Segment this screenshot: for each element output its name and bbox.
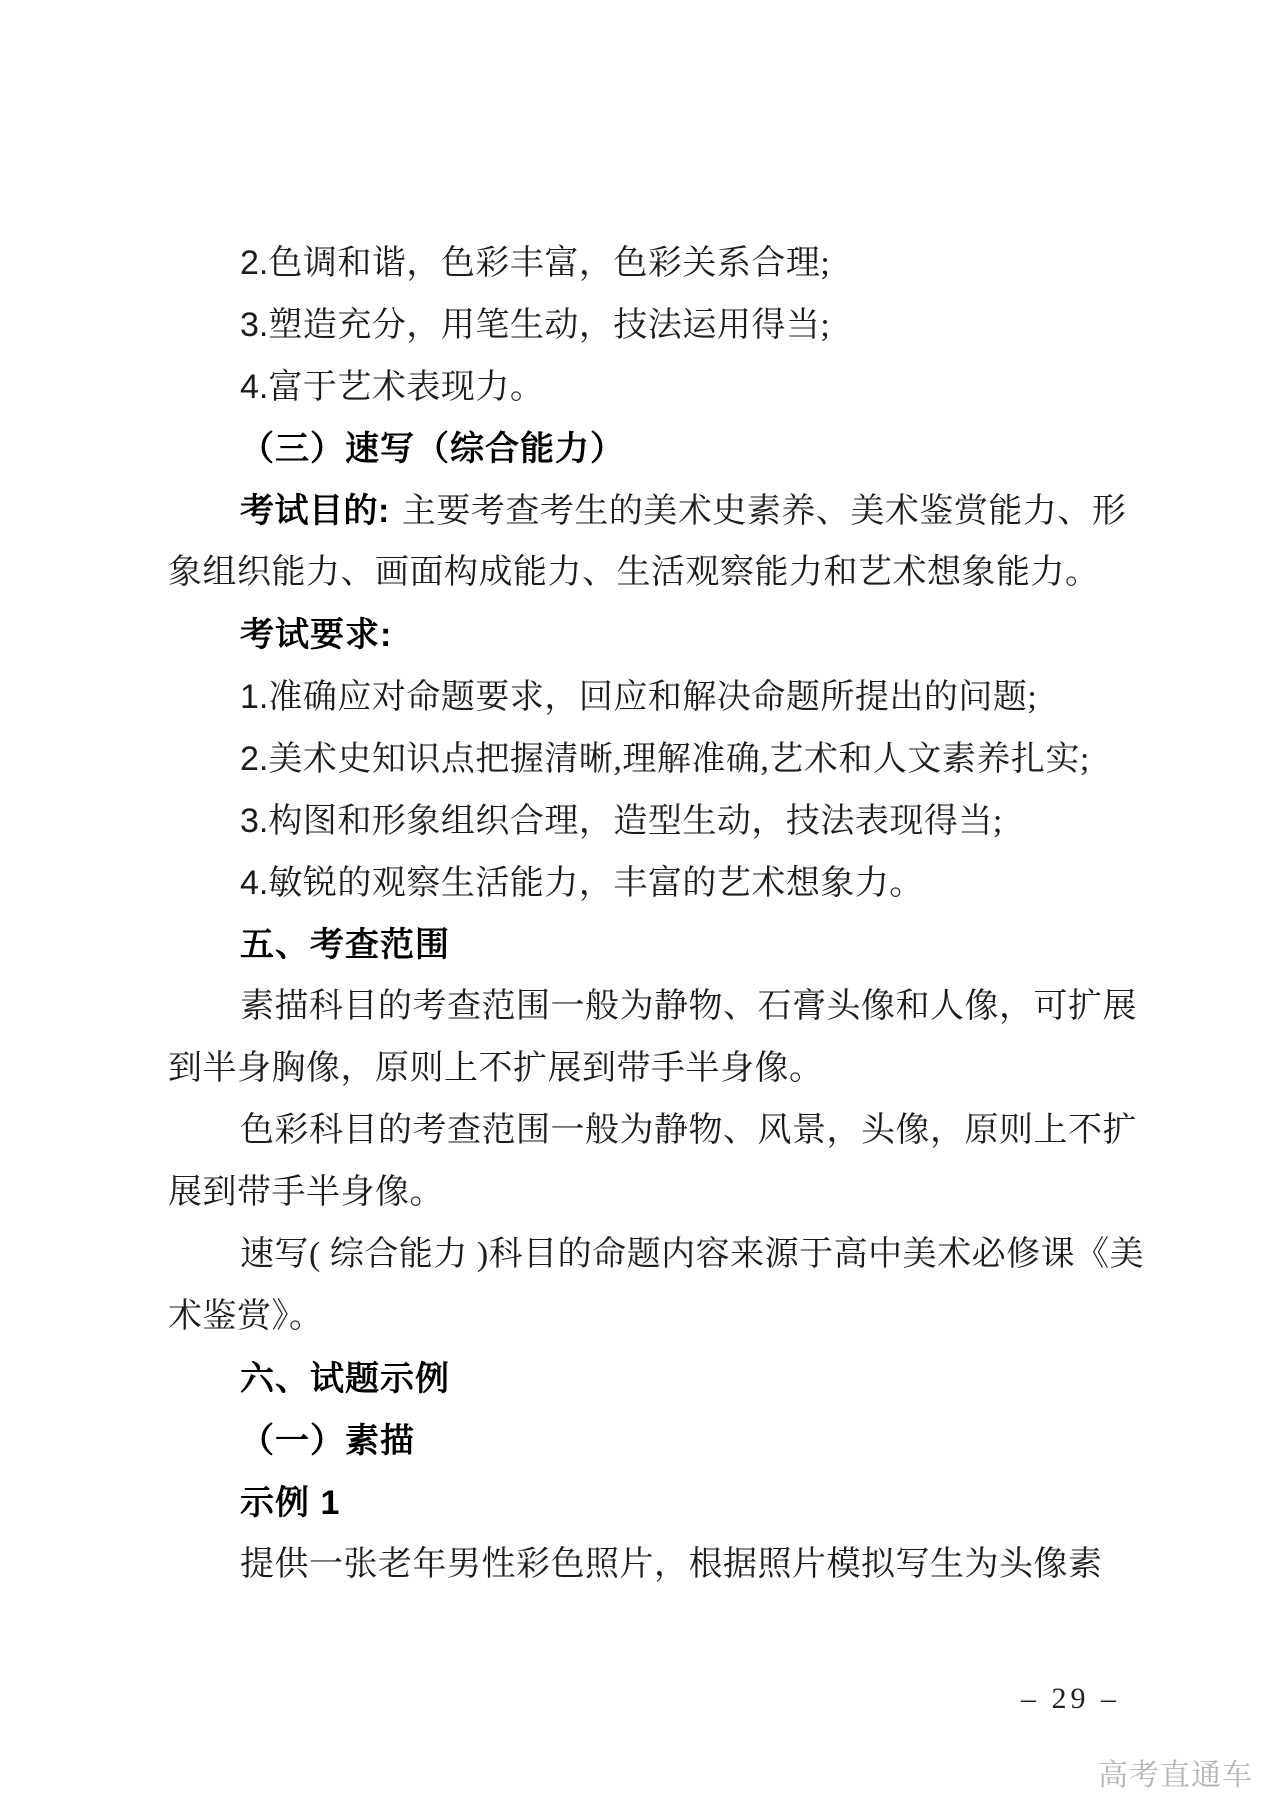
heading-text: 六、试题示例 bbox=[240, 1360, 450, 1398]
list-item bbox=[168, 728, 1148, 790]
item-number: 3. bbox=[240, 802, 269, 840]
paragraph-continuation bbox=[168, 1286, 1148, 1348]
list-item bbox=[168, 852, 1148, 914]
list-item bbox=[168, 790, 1148, 852]
section-heading bbox=[168, 1348, 1148, 1410]
paragraph-line bbox=[168, 1100, 1148, 1162]
example-heading bbox=[168, 1472, 1148, 1534]
item-number: 4. bbox=[240, 864, 269, 902]
item-number: 3. bbox=[240, 306, 269, 344]
paragraph-text: 到半身胸像，原则上不扩展到带手半身像。 bbox=[168, 1050, 824, 1087]
paragraph-line bbox=[168, 1224, 1148, 1286]
paragraph-text: 色彩科目的考查范围一般为静物、风景，头像，原则上不扩 bbox=[240, 1112, 1137, 1149]
section-heading bbox=[168, 418, 1148, 480]
page-number: – 29 – bbox=[1021, 1682, 1120, 1715]
section-heading bbox=[168, 604, 1148, 666]
heading-text: （一）素描 bbox=[240, 1422, 415, 1460]
paragraph-text: 速写( 综合能力 )科目的命题内容来源于高中美术必修课《美 bbox=[240, 1236, 1145, 1273]
paragraph-continuation bbox=[168, 1162, 1148, 1224]
paragraph-text: 素描科目的考查范围一般为静物、石膏头像和人像，可扩展 bbox=[240, 988, 1137, 1025]
item-text: 敏锐的观察生活能力，丰富的艺术想象力。 bbox=[268, 865, 924, 902]
item-number: 2. bbox=[240, 244, 269, 282]
section-heading bbox=[168, 914, 1148, 976]
list-item bbox=[168, 356, 1148, 418]
item-text: 色调和谐，色彩丰富，色彩关系合理; bbox=[268, 245, 831, 282]
item-number: 2. bbox=[240, 740, 269, 778]
list-item bbox=[168, 666, 1148, 728]
heading-text: （三）速写（综合能力） bbox=[240, 430, 625, 468]
paragraph-label: 考试目的: bbox=[240, 492, 390, 530]
item-text: 美术史知识点把握清晰,理解准确,艺术和人文素养扎实; bbox=[268, 741, 1090, 778]
list-item bbox=[168, 294, 1148, 356]
paragraph-text: 提供一张老年男性彩色照片，根据照片模拟写生为头像素 bbox=[240, 1546, 1103, 1583]
example-number: 1 bbox=[320, 1484, 340, 1522]
item-text: 富于艺术表现力。 bbox=[268, 369, 545, 406]
paragraph-text: 象组织能力、画面构成能力、生活观察能力和艺术想象能力。 bbox=[168, 554, 1100, 591]
document-body bbox=[168, 232, 1148, 1596]
item-number: 4. bbox=[240, 368, 269, 406]
paragraph-continuation bbox=[168, 1038, 1148, 1100]
paragraph-continuation bbox=[168, 542, 1148, 604]
heading-text: 示例 bbox=[240, 1484, 321, 1522]
paragraph-text: 展到带手半身像。 bbox=[168, 1174, 444, 1211]
item-text: 塑造充分，用笔生动，技法运用得当; bbox=[268, 307, 831, 344]
watermark-text: 高考直通车 bbox=[1098, 1759, 1253, 1792]
heading-text: 考试要求: bbox=[240, 616, 393, 654]
item-text: 准确应对命题要求，回应和解决命题所提出的问题; bbox=[268, 679, 1038, 716]
section-heading bbox=[168, 1410, 1148, 1472]
paragraph-line bbox=[168, 976, 1148, 1038]
item-text: 构图和形象组织合理，造型生动，技法表现得当; bbox=[268, 803, 1003, 840]
paragraph-line bbox=[168, 1534, 1148, 1596]
item-number: 1. bbox=[240, 678, 269, 716]
list-item bbox=[168, 232, 1148, 294]
heading-text: 五、考查范围 bbox=[240, 926, 450, 964]
paragraph-text: 术鉴赏》。 bbox=[168, 1298, 324, 1335]
paragraph-line bbox=[168, 480, 1148, 542]
paragraph-text: 主要考查考生的美术史素养、美术鉴赏能力、形 bbox=[401, 493, 1127, 530]
